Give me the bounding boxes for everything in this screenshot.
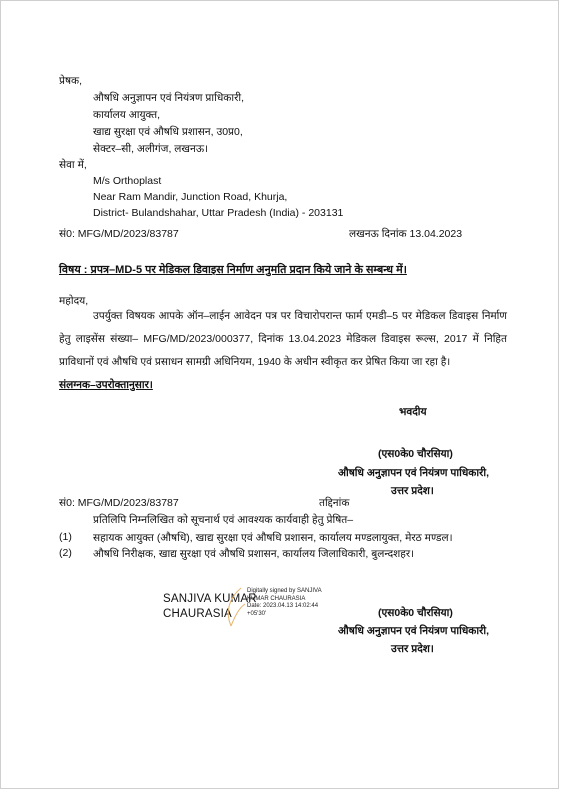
sender-line: कार्यालय आयुक्त,: [93, 109, 161, 121]
signatory-name: (एस0के0 चौरसिया): [378, 607, 453, 619]
copy-reference-number: सं0: MFG/MD/2023/83787: [59, 497, 179, 509]
place-date: लखनऊ दिनांक 13.04.2023: [349, 228, 463, 240]
enclosure-line: संलग्नक–उपरोक्तानुसार।: [59, 379, 153, 391]
signatory-designation: औषधि अनुज्ञापन एवं नियंत्रण पाधिकारी,: [338, 625, 489, 637]
sender-label: प्रेषक,: [59, 75, 83, 87]
recipient-label: सेवा में,: [59, 159, 87, 171]
subject-line: विषय : प्रपत्र–MD-5 पर मेडिकल डिवाइस निर्माण अनुमति प्रदान किये जाने के सम्बन्ध में।: [59, 264, 407, 276]
copy-date-label: तद्दिनांक: [319, 497, 350, 509]
signatory-state: उत्तर प्रदेश।: [391, 485, 434, 497]
sender-line: खाद्य सुरक्षा एवं औषधि प्रशासन, उ0प्र0,: [93, 126, 243, 138]
closing-line: भवदीय: [399, 406, 427, 418]
sender-line: सेक्टर–सी, अलीगंज, लखनऊ।: [93, 143, 209, 155]
copy-item-number: (2): [59, 547, 72, 559]
recipient-line: Near Ram Mandir, Junction Road, Khurja,: [93, 191, 288, 203]
recipient-line: District- Bulandshahar, Uttar Pradesh (India) - 203131: [93, 207, 344, 219]
copy-intro: प्रतिलिपि निम्नलिखित को सूचनार्थ एवं आवश्यक कार्यवाही हेतु प्रेषित–: [93, 514, 354, 526]
signatory-state: उत्तर प्रदेश।: [391, 643, 434, 655]
signatory-designation: औषधि अनुज्ञापन एवं नियंत्रण पाधिकारी,: [338, 467, 489, 479]
copy-item-number: (1): [59, 531, 72, 543]
signature-flourish-icon: [219, 586, 249, 631]
sender-line: औषधि अनुज्ञापन एवं नियंत्रण प्राधिकारी,: [93, 92, 245, 104]
digital-signature-name: SANJIVA KUMAR CHAURASIA: [163, 593, 257, 620]
reference-number: सं0: MFG/MD/2023/83787: [59, 228, 179, 240]
salutation: महोदय,: [59, 295, 89, 307]
copy-item-text: सहायक आयुक्त (औषधि), खाद्य सुरक्षा एवं औषधि प्रशासन, कार्यालय मण्डलायुक्त, मेरठ मण्डल।: [93, 532, 453, 544]
copy-item-text: औषधि निरीक्षक, खाद्य सुरक्षा एवं औषधि प्रशासन, कार्यालय जिलाधिकारी, बुलन्दशहर।: [93, 548, 415, 560]
signatory-name: (एस0के0 चौरसिया): [378, 448, 453, 460]
digital-signature-details: Digitally signed by SANJIVA KUMAR CHAURASIA Date: 2023.04.13 14:02:44 +05'30': [247, 588, 322, 617]
body-paragraph: उपर्युक्त विषयक आपके ऑन–लाईन आवेदन पत्र पर विचारोपरान्त फार्म एमडी–5 पर मेडिकल डिवाइस निर्माण हेतु लाइसेंस संख्या– MFG/MD/2023/000377, दिनांक 13.04.2023 मेडिकल डिवाइस रूल्स, 2017 में निहित प्राविधानों एवं औषधि एवं प्रसाधन सामग्री अधिनियम, 1940 के अधीन स्वीकृत कर प्रेषित किया जा रहा है।: [59, 310, 507, 368]
recipient-line: M/s Orthoplast: [93, 175, 162, 187]
